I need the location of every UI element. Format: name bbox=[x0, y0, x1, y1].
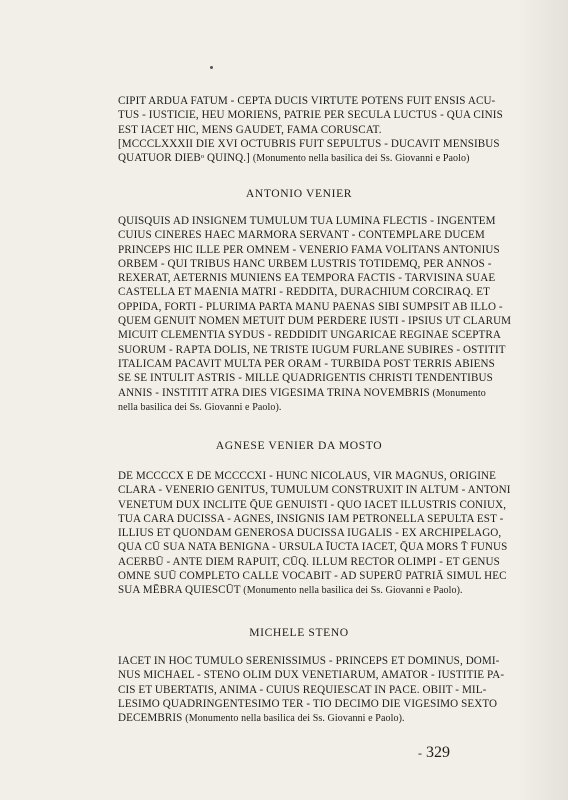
section-title: AGNESE VENIER DA MOSTO bbox=[215, 439, 383, 452]
text-line: SUORUM - RAPTA DOLIS, NE TRISTE IUGUM FURLANE SUBIRES - OSTITIT bbox=[118, 343, 506, 356]
text-line: OMNE SUŪ COMPLETO CALLE VOCABIT - AD SUPERŪ PATRIĀ SIMUL HEC bbox=[118, 570, 507, 583]
source-note: (Monumento bbox=[432, 387, 486, 399]
text-line: CUIUS CINERES HAEC MARMORA SERVANT - CONTEMPLARE DUCEM bbox=[118, 229, 485, 242]
text-line: CIS ET UBERTATIS, ANIMA - CUIUS REQUIESCAT IN PACE. OBIIT - MIL- bbox=[118, 683, 487, 696]
text-line: CLARA - VENERIO GENITUS, TUMULUM CONSTRUXIT IN ALTUM - ANTONI bbox=[118, 484, 511, 497]
text-line: ANNIS - INSTITIT ATRA DIES VIGESIMA TRINA NOVEMBRIS (Monumento bbox=[118, 386, 486, 399]
text-line: QUA CŪ SUA NATA BENIGNA - URSULA ĪUCTA IACET, Q̄UA MORS T̄ FUNUS bbox=[118, 541, 508, 554]
page-edge-shadow bbox=[518, 0, 568, 800]
text-line: ORBEM - QUI TRIBUS HANC URBEM LUSTRIS TOTIDEMQ, PER ANNOS - bbox=[118, 257, 492, 270]
text-line: QUEM GENUIT NOMEN METUIT DUM PERDERE IUSTI - IPSIUS UT CLARUM bbox=[118, 315, 512, 328]
page-number: - 329 bbox=[418, 744, 450, 761]
text-line: CASTELLA ET MAENIA MATRI - REDDITA, DURACHIUM CORCIRAQ. ET bbox=[118, 286, 491, 299]
text-line: SE SE INTULIT ASTRIS - MILLE QUADRIGENTIS CHRISTI TENDENTIBUS bbox=[118, 372, 493, 385]
text-line: PRINCEPS HIC ILLE PER OMNEM - VENERIO FAMA VOLITANS ANTONIUS bbox=[118, 243, 500, 256]
text-line: [MCCCLXXXII DIE XVI OCTUBRIS FUIT SEPULTUS - DUCAVIT MENSIBUS bbox=[118, 137, 500, 150]
text-line: TUS - IUSTICIE, HEU MORIENS, PATRIE PER SECULA LUCTUS - QUA CINIS bbox=[118, 109, 503, 122]
text-line: OPPIDA, FORTI - PLURIMA PARTA MANU PAENAS SIBI SUMPSIT AB ILLO - bbox=[118, 300, 503, 313]
text-line: ILLIUS ET QUONDAM GENEROSA DUCISSA IUGALIS - EX ARCHIPELAGO, bbox=[118, 527, 502, 540]
text-line: ACERBŪ - ANTE DIEM RAPUIT, CŪQ. ILLUM RECTOR OLIMPI - ET GENUS bbox=[118, 555, 500, 568]
text-line: SUA MĒBRA QUIESCŪT (Monumento nella basilica dei Ss. Giovanni e Paolo). bbox=[118, 584, 463, 597]
inscription-agnese-venier bbox=[118, 469, 511, 599]
text-line: DE MCCCCX E DE MCCCCXI - HUNC NICOLAUS, VIR MAGNUS, ORIGINE bbox=[118, 470, 496, 482]
text-line: DECEMBRIS (Monumento nella basilica dei Ss. Giovanni e Paolo). bbox=[118, 712, 405, 725]
text-line: QUATUOR DIEBᵒ QUINQ.] (Monumento nella basilica dei Ss. Giovanni e Paolo) bbox=[118, 152, 470, 165]
section-title: ANTONIO VENIER bbox=[245, 187, 353, 200]
text-line: IACET IN HOC TUMULO SERENISSIMUS - PRINCEPS ET DOMINUS, DOMI- bbox=[118, 655, 500, 667]
text-line: QUISQUIS AD INSIGNEM TUMULUM TUA LUMINA FLECTIS - INGENTEM bbox=[118, 215, 496, 227]
text-line: LESIMO QUADRINGENTESIMO TER - TIO DECIMO DIE VIGESIMO SEXTO bbox=[118, 697, 498, 710]
print-speck bbox=[210, 66, 213, 69]
source-note: (Monumento nella basilica dei Ss. Giovanni e Paolo) bbox=[252, 153, 470, 165]
text-line: VENETUM DUX INCLITE Q̄UE GENUISTI - QUO IACET ILLUSTRIS CONIUX, bbox=[118, 498, 507, 511]
inscription-continuation bbox=[118, 94, 503, 166]
text-line: NUS MICHAEL - STENO OLIM DUX VENETIARUM, AMATOR - IUSTITIE PA- bbox=[118, 669, 505, 682]
text-line: MICUIT CLEMENTIA SYDUS - REDDIDIT UNGARICAE REGINAE SCEPTRA bbox=[118, 329, 501, 342]
inscription-michele-steno bbox=[118, 654, 505, 726]
source-note: nella basilica dei Ss. Giovanni e Paolo). bbox=[118, 401, 282, 413]
text-line: TUA CARA DUCISSA - AGNES, INSIGNIS IAM PETRONELLA SEPULTA EST - bbox=[118, 512, 504, 525]
section-title: MICHELE STENO bbox=[249, 626, 349, 639]
source-note: (Monumento nella basilica dei Ss. Giovanni e Paolo). bbox=[185, 713, 405, 725]
text-line: EST IACET HIC, MENS GAUDET, FAMA CORUSCAT. bbox=[118, 123, 382, 136]
text-line: CIPIT ARDUA FATUM - CEPTA DUCIS VIRTUTE POTENS FUIT ENSIS ACU- bbox=[118, 95, 496, 107]
text-line: ITALICAM PACAVIT MULTA PER ORAM - TURBIDA POST TERRIS ABIENS bbox=[118, 357, 495, 370]
inscription-antonio-venier bbox=[118, 214, 512, 415]
source-note: (Monumento nella basilica dei Ss. Giovanni e Paolo). bbox=[243, 585, 463, 597]
page-number-mark: - bbox=[418, 746, 422, 760]
text-line: REXERAT, AETERNIS MUNIENS EA TEMPORA FACTIS - TARVISINA SUAE bbox=[118, 272, 496, 285]
